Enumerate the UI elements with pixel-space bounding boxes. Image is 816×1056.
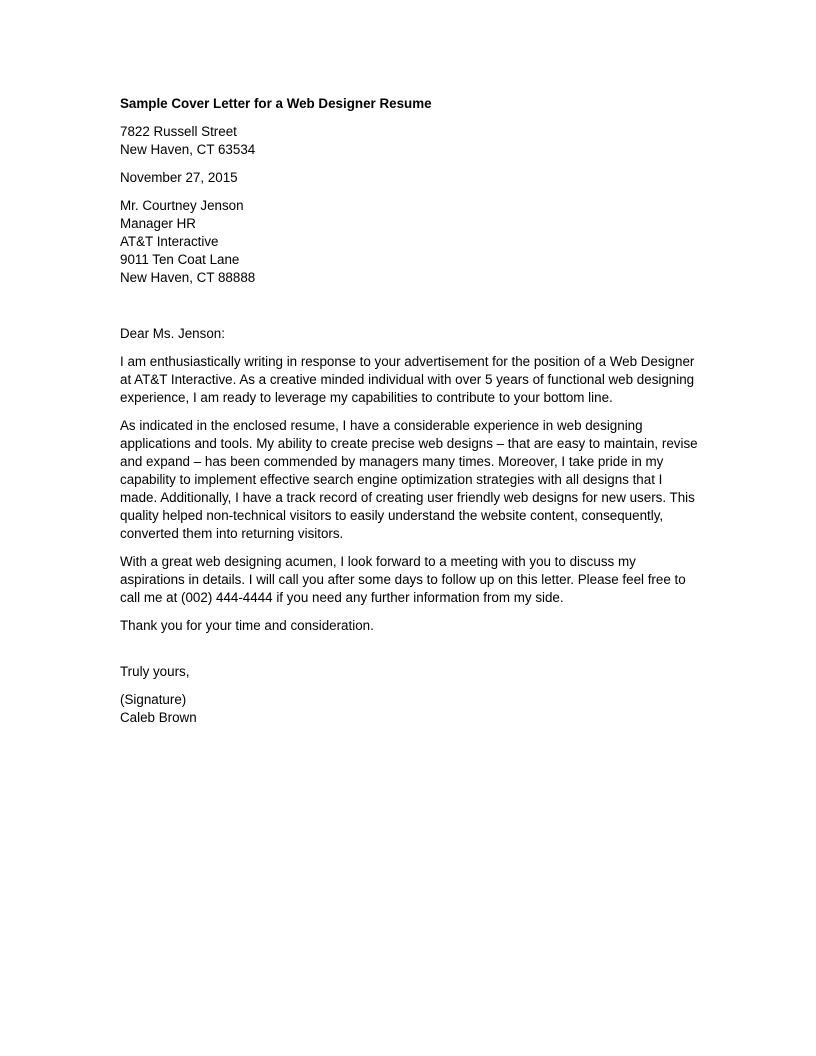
- signer-name: Caleb Brown: [120, 710, 197, 725]
- recipient-street: 9011 Ten Coat Lane: [120, 252, 240, 267]
- paragraph-line: and expand – has been commended by managers many times. Moreover, I take pride in my: [120, 454, 664, 469]
- paragraph-line: As indicated in the enclosed resume, I have a considerable experience in web designing: [120, 418, 643, 433]
- recipient-name: Mr. Courtney Jenson: [120, 198, 244, 213]
- paragraph-line: call me at (002) 444-4444 if you need any further information from my side.: [120, 590, 564, 605]
- sender-street: 7822 Russell Street: [120, 124, 237, 139]
- paragraph-line: converted them into returning visitors.: [120, 526, 344, 541]
- paragraph-line: aspirations in details. I will call you after some days to follow up on this letter. Please feel free to: [120, 572, 686, 587]
- paragraph-3: [120, 553, 710, 607]
- sender-city: New Haven, CT 63534: [120, 142, 256, 157]
- paragraph-line: at AT&T Interactive. As a creative minded individual with over 5 years of functional web designing: [120, 372, 695, 387]
- recipient-company: AT&T Interactive: [120, 234, 219, 249]
- recipient-title: Manager HR: [120, 216, 196, 231]
- letter-date: November 27, 2015: [120, 170, 238, 185]
- spacer: [120, 645, 710, 663]
- paragraph-line: With a great web designing acumen, I look forward to a meeting with you to discuss my: [120, 554, 636, 569]
- document-title: Sample Cover Letter for a Web Designer Resume: [120, 96, 432, 111]
- salutation: Dear Ms. Jenson:: [120, 326, 225, 341]
- paragraph-line: Thank you for your time and consideration.: [120, 618, 374, 633]
- paragraph-line: quality helped non-technical visitors to easily understand the website content, consequently,: [120, 508, 664, 523]
- paragraph-1: [120, 353, 710, 407]
- signature-placeholder: (Signature): [120, 692, 187, 707]
- closing: Truly yours,: [120, 664, 190, 679]
- paragraph-line: I am enthusiastically writing in response to your advertisement for the position of a Web Designer: [120, 354, 695, 369]
- signature-block: [120, 691, 710, 727]
- paragraph-4: [120, 617, 710, 635]
- paragraph-line: capability to implement effective search engine optimization strategies with all designs that I: [120, 472, 663, 487]
- recipient-address: [120, 197, 710, 287]
- spacer: [120, 297, 710, 325]
- recipient-city: New Haven, CT 88888: [120, 270, 256, 285]
- letter-page: [120, 95, 710, 737]
- sender-address: [120, 123, 710, 159]
- paragraph-line: experience, I am ready to leverage my capabilities to contribute to your bottom line.: [120, 390, 613, 405]
- paragraph-2: [120, 417, 710, 543]
- paragraph-line: made. Additionally, I have a track record of creating user friendly web designs for new users. This: [120, 490, 695, 505]
- paragraph-line: applications and tools. My ability to create precise web designs – that are easy to maintain, revise: [120, 436, 698, 451]
